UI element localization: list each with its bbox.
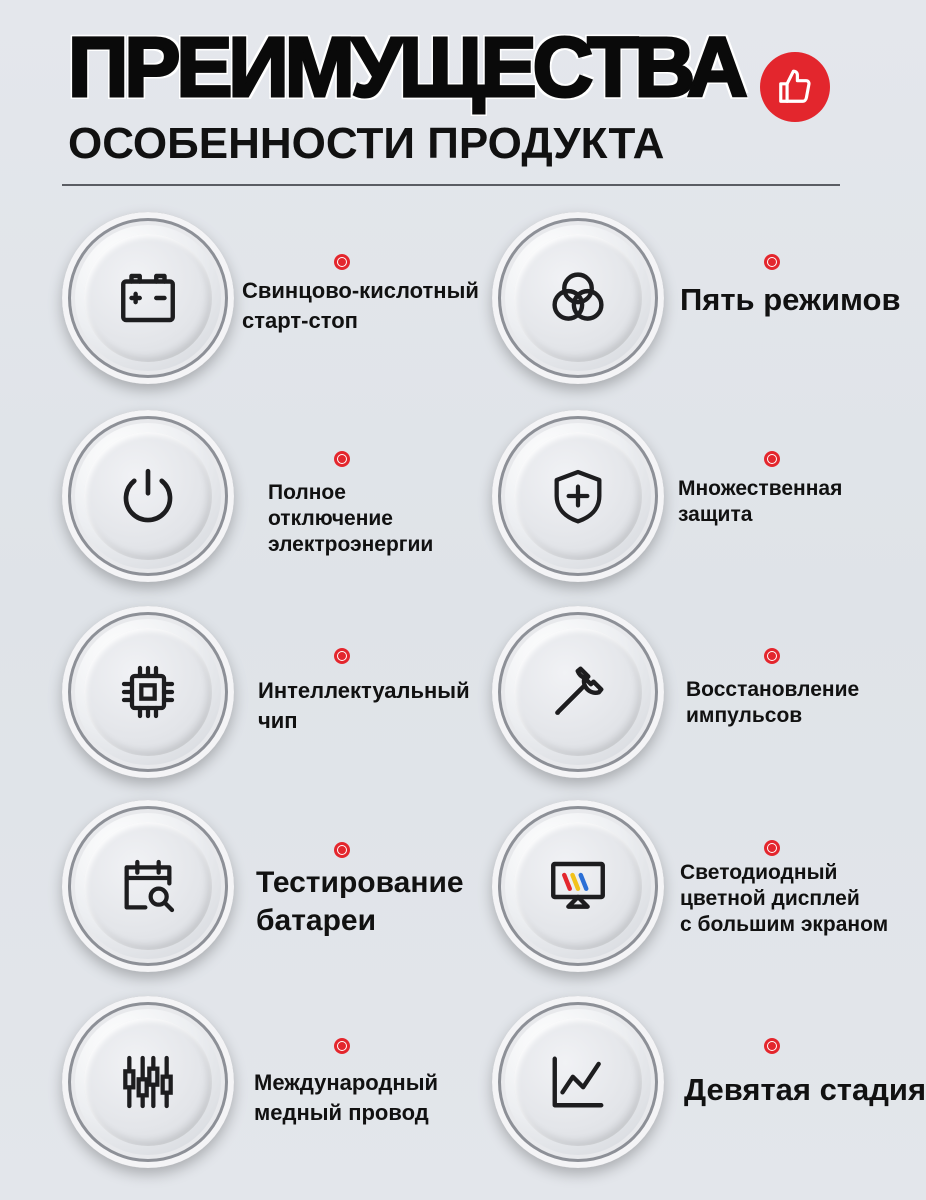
feature-dot [334,648,350,664]
feature-dot [334,1038,350,1054]
feature-label-protection: Множественная защита [678,477,843,526]
thumbs-up-icon [776,68,814,106]
display-icon [545,853,611,919]
chart-line-icon [547,1051,609,1113]
feature-dot [764,254,780,270]
feature-circle-chip [62,606,234,778]
feature-dot [334,254,350,270]
feature-dot [334,451,350,467]
feature-circle-protection [492,410,664,582]
feature-dot [334,842,350,858]
feature-circle-test [62,800,234,972]
sliders-icon [116,1050,180,1114]
power-icon [115,463,181,529]
thumbs-up-badge [760,52,830,122]
feature-dot [764,648,780,664]
feature-circle-stages [492,996,664,1168]
feature-label-power: Полное отключение электроэнергии [268,481,434,556]
header-divider [62,184,840,186]
feature-label-chip: Интеллектуальный чип [258,678,470,733]
wrench-icon [547,661,609,723]
battery-icon [115,265,181,331]
calendar-search-icon [116,854,180,918]
feature-label-modes: Пять режимов [680,282,901,317]
feature-label-stages: Девятая стадия [684,1072,926,1107]
feature-label-copper: Международный медный провод [254,1070,439,1125]
feature-label-pulse: Восстановление импульсов [686,678,860,727]
feature-circle-display [492,800,664,972]
feature-circle-pulse [492,606,664,778]
feature-circle-modes [492,212,664,384]
feature-label-test: Тестирование батареи [256,866,464,937]
feature-dot [764,1038,780,1054]
feature-circle-copper [62,996,234,1168]
page-title: ПРЕИМУЩЕСТВА [68,20,744,114]
feature-label-display: Светодиодный цветной дисплей с большим экраном [680,861,889,936]
feature-dot [764,451,780,467]
feature-label-battery: Свинцово-кислотный старт-стоп [242,278,479,333]
feature-circle-power [62,410,234,582]
feature-circle-battery [62,212,234,384]
page-subtitle: ОСОБЕННОСТИ ПРОДУКТА [68,119,665,168]
shield-plus-icon [546,464,610,528]
feature-dot [764,840,780,856]
chip-icon [116,660,180,724]
three-circles-icon [545,265,611,331]
